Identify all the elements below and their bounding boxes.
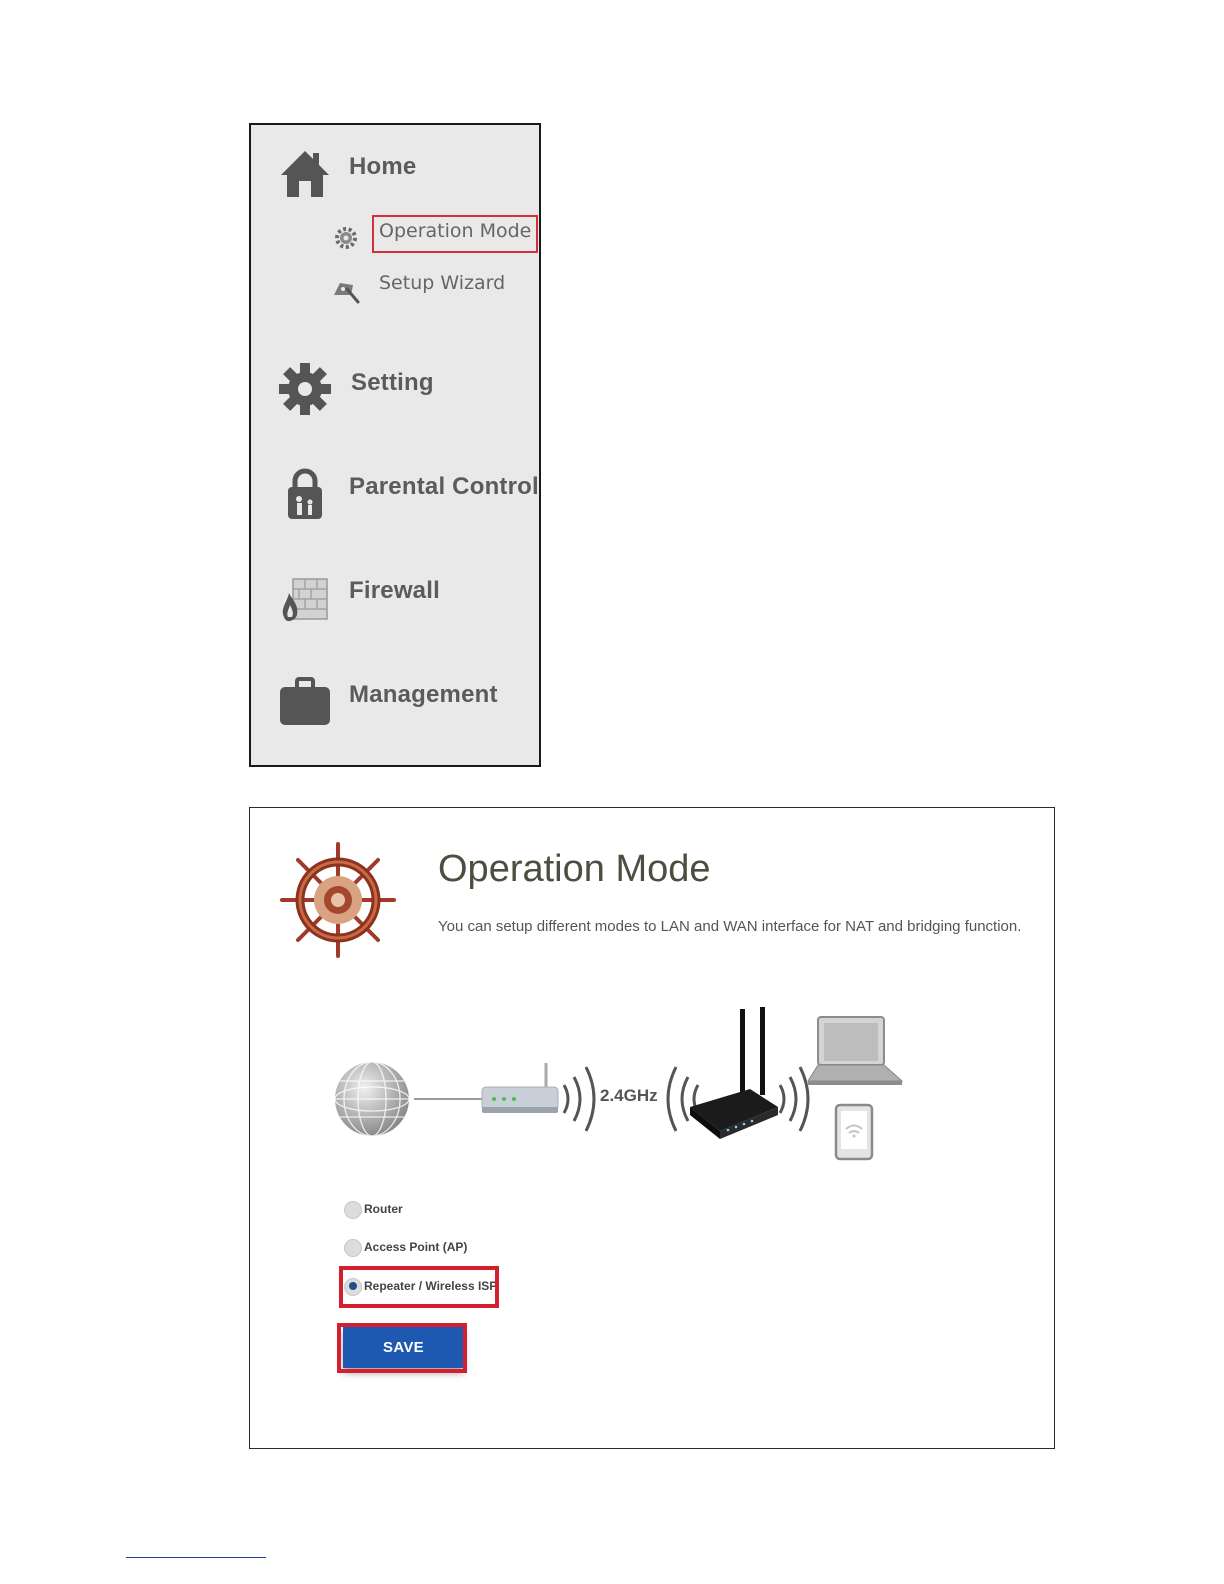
sidebar-subitem-setup-wizard[interactable] (331, 269, 537, 305)
radio-label: Access Point (AP) (364, 1240, 468, 1254)
sidebar-item-parental-control[interactable] (251, 465, 539, 535)
radio-label: Repeater / Wireless ISP (364, 1279, 498, 1293)
sidebar-item-label: Setting (351, 369, 434, 396)
wifi-waves-icon (564, 1067, 594, 1131)
firewall-icon (277, 569, 333, 625)
radio-label: Router (364, 1202, 403, 1216)
sidebar-subitem-label: Operation Mode (379, 220, 532, 242)
wifi-waves-icon (668, 1067, 698, 1131)
ship-wheel-icon (280, 842, 396, 958)
page-title: Operation Mode (438, 848, 711, 890)
frequency-label: 2.4GHz (600, 1086, 658, 1105)
save-button[interactable]: SAVE (343, 1327, 464, 1368)
briefcase-icon (277, 673, 333, 729)
repeater-highlight (339, 1266, 499, 1308)
wizard-icon (331, 275, 361, 305)
sidebar-item-label: Home (349, 153, 417, 180)
radio-button[interactable] (344, 1239, 362, 1257)
radio-button[interactable] (344, 1201, 362, 1219)
laptop-icon (808, 1017, 902, 1085)
sidebar-item-label: Parental Control (349, 473, 539, 500)
sidebar-item-firewall[interactable] (251, 569, 539, 639)
sidebar-item-setting[interactable] (251, 361, 539, 431)
footnote-separator (126, 1557, 266, 1558)
padlock-family-icon (277, 465, 333, 521)
sidebar-menu (249, 123, 541, 767)
home-icon (277, 145, 333, 201)
page-description: You can setup different modes to LAN and WAN interface for NAT and bridging function. (438, 918, 1022, 935)
modem-icon (482, 1063, 558, 1113)
gear-icon (277, 361, 333, 417)
save-highlight (337, 1323, 467, 1373)
wifi-waves-icon (780, 1067, 808, 1131)
sidebar-item-label: Firewall (349, 577, 440, 604)
router-icon (690, 1007, 778, 1139)
sidebar-item-home[interactable] (251, 145, 539, 215)
sidebar-subitem-label: Setup Wizard (379, 272, 506, 294)
globe-icon (335, 1062, 409, 1136)
operation-mode-highlight (372, 215, 538, 253)
phone-icon (836, 1105, 872, 1159)
small-gear-icon (331, 223, 361, 253)
sidebar-item-management[interactable] (251, 673, 539, 743)
sidebar-item-label: Management (349, 681, 498, 708)
operation-mode-panel (249, 807, 1055, 1449)
